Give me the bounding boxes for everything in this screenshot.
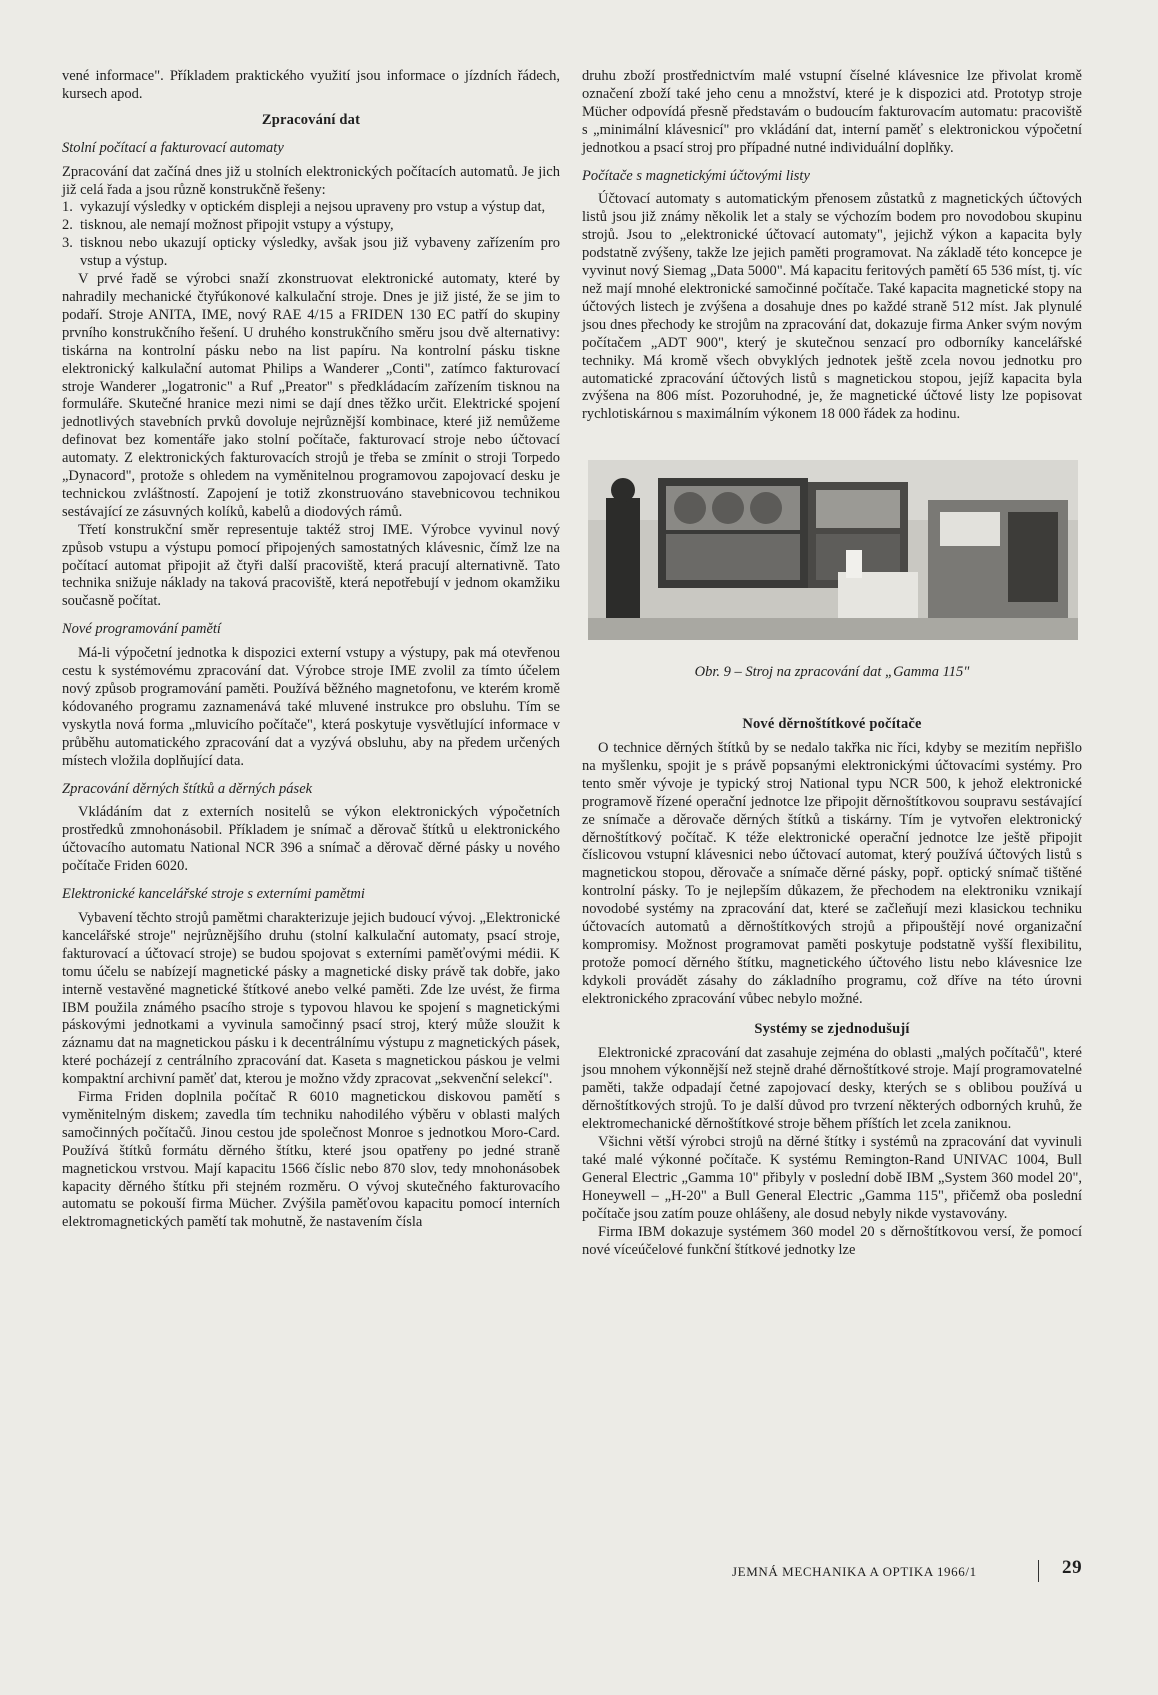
paragraph-friden: Firma Friden doplnila počítač R 6010 magnetickou diskovou pamětí s vyměnitelným diskem; zavedla tím techniku nahodilého výběru v oblasti malých samočinných počítačů. Jinou cestou jde společnost Monroe s jednotkou Moro-Card. Používá štítků formátu děrného štítku, které jsou opatřeny po jedné straně magnetickou vrstvou. Mají kapacitu 1566 číslic nebo 870 slov, tedy mnohonásobek kapacity děrného štítku při stejném rozměru. O vývoj skutečného fakturovacího automatu se pokouší firma Mücher. Zvýšila paměťovou kapacitu pomocí interních elektromagnetických pamětí tak mohutně, že nastavením čísla (62, 1089, 560, 1231)
page-number: 29 (1062, 1557, 1083, 1578)
paragraph-third-direction: Třetí konstrukční směr representuje taktéž stroj IME. Výrobce vyvinul nový způsob vstupu a výstupu pomocí připojených samostatných klávesnic, čímž lze na počítací automat připojit až čtyři další pracoviště, která pracují alternativně. Tato technika snižuje náklady na taková pracoviště, která nepotřebují v jednom okamžiku současně počítat. (62, 521, 560, 610)
paragraph-ibm: Firma IBM dokazuje systémem 360 model 20 s děrnoštítkovou versí, že pomocí nové víceúčelové funkční štítkové jednotky lze (582, 1223, 1082, 1258)
paragraph-desktop-calculators: Zpracování dat začíná dnes již u stolních elektronických počítacích automatů. Je jich již celá řada a jsou různě konstrukčně řešeny: (62, 163, 560, 198)
paragraph-office-machines: Vybavení těchto strojů pamětmi charakterizuje jejich budoucí vývoj. „Elektronické kancelářské stroje" nejrůznějšího druhu (stolní kalkulační automaty, psací stroje, fakturovací a účtovací stroje) se budou spojovat s externími paměťovými médii. K tomu účelu se nabízejí magnetické pásky a magnetické disky právě tak dobře, jako interně vestavěné magnetické štítkové anebo velké paměti. Zde lze uvést, že firma IBM použila známého psacího stroje s typovou hlavou ke spojení s magnetickými páskovými jednotkami a vyvinula samočinný psací stroj, který může sloužit k záznamu dat na magnetickou pásku i k decentrálnímu výstupu z magnetických pásek, které pocházejí z centrálního zpracování dat. Kaseta s magnetickou páskou je velmi kompaktní archivní paměť dat, kterou je možno vždy zpracovat „sekvenční selekcí". (62, 909, 560, 1088)
paragraph-manufacturers: Všichni větší výrobci strojů na děrné štítky i systémů na zpracování dat vyvinuli také malé výkonné počítače. K systému Remington-Rand UNIVAC 1004, Bull General Electric „Gamma 10" přibyly v poslední době IBM „System 360 model 20", Honeywell – „H-20" a Bull General Electric „Gamma 115", přičemž oba poslední počítače jsou zatím pouze ohlášeny, ale dosud nebyly nikde vystavovány. (582, 1134, 1082, 1222)
left-column (62, 68, 560, 1232)
footer-divider (1038, 1560, 1039, 1582)
paragraph-first-direction: V prvé řadě se výrobci snaží zkonstruovat elektronické automaty, které by nahradily mechanické čtyřúkonové kalkulační stroje. Dnes je již jisté, že se jim to podaří. Stroje ANITA, IME, nový RAE 4/15 a FRIDEN 130 EC patří do skupiny prvního konstrukčního řešení. U druhého konstrukčního směru jsou dvě alternativy: tiskárna na kontrolní pásku nebo na list papíru. Na kontrolní pásku tiskne elektronický kalkulační automat Philips a Wanderer „Conti", zatímco fakturovací stroje Wanderer „logatronic" a Ruf „Preator" s předkládacím zařízením tisknou na formuláře. Skutečné hranice mezi nimi se dají dnes těžko určit. Elektrické spojení jednotlivých stavebních prvků dovoluje nejrůznější kombinace, které již nemůžeme definovat bez komentáře jako stolní počítače, fakturovací stroje nebo účtovací automaty. Z elektronických fakturovacích strojů je třeba se zmínit o stroji Torpedo „Dynacord", protože s ohledem na vyměnitelnou programovou zapojovací desku je technickou zvláštností. Zapojení je totiž zkonstruováno stavebnicovou technikou sestávající ze zásuvných kolíků, kabelů a diodových rámů. (62, 271, 560, 520)
journal-name: JEMNÁ MECHANIKA A OPTIKA 1966/1 (732, 1564, 977, 1579)
list-item: 3. tisknou nebo ukazují opticky výsledky, avšak jsou již vybaveny zařízením pro vstup a výstup. (62, 235, 560, 270)
subheading-magnetic-ledger: Počítače s magnetickými účtovými listy (582, 167, 810, 184)
subheading-punched-cards: Zpracování děrných štítků a děrných pásek (62, 780, 313, 797)
page-footer (722, 1557, 1102, 1584)
paragraph-continued: druhu zboží prostřednictvím malé vstupní číselné klávesnice lze přivolat kromě označení zboží také jeho cenu a množství, které je k dispozici atd. Prototyp stroje Mücher odpovídá přesně představám o budoucím fakturovacím automatu: pracoviště s „minimální klávesnicí" pro vkládání dat, interní paměť s elektronickou výpočetní jednotkou a psací stroj pro případné nutné individuální doplňky. (582, 68, 1082, 156)
section-heading-data-processing: Zpracování dat (261, 111, 361, 128)
paragraph-punched-card-computers: O technice děrných štítků by se nedalo takřka nic říci, kdyby se mezitím nepřišlo na myšlenku, spojit je s právě popsanými elektronickými účtovacími systémy. Pro tento směr vývoje je typický stroj National typu NCR 500, k jehož elektronické programově řízené operační jednotce lze připojit děrnoštítkovou soupravu sestávající ze snímače a děrovače děrných štítků a tiskárny. Tím je vytvořen elektronický děrnoštítkový počítač. K téže elektronické operační jednotce lze ještě připojit číslicovou vstupní klávesnici nebo účtovací automat, který používá účtových listů s magnetickou stopou, děrovače a snímače děrné pásky, popř. optický snímač tištěné kontrolní pásky. To je nejlepším důkazem, že přechodem na elektroniku vznikají novodobé systémy na zpracování dat, které se začleňují mezi klasickou techniku účtovacích automatů a děrnoštítkových strojů a připouštějí nové organizační kompromisy. Možnost programovat paměti poskytuje podstatně vyšší flexibilitu, protože pomocí děrného štítku, magnetického účtového listu nebo klávesnice lze kdykoli provádět zásahy do základního programu, což dříve na této úrovni elektronického zpracování vůbec nebylo možné. (582, 740, 1082, 1007)
paragraph-punched-cards: Vkládáním dat z externích nositelů se výkon elektronických výpočetních prostředků zmnohonásobil. Příkladem je snímač a děrovač štítků u elektronického účtovacího automatu National NCR 396 a snímač a děrovač děrné pásky u nového počítače Friden 6020. (62, 804, 560, 875)
photo-illustration (588, 460, 1078, 640)
design-variants-list (62, 199, 560, 271)
section-heading-punched-card-computers: Nové děrnoštítkové počítače (742, 716, 922, 733)
figure-caption: Obr. 9 – Stroj na zpracování dat „Gamma 115" (694, 664, 970, 681)
right-column (582, 68, 1082, 1259)
paragraph-memory-programming: Má-li výpočetní jednotka k dispozici externí vstupy a výstupy, pak má otevřenou cestu k systémovému zpracování dat. Výrobce stroje IME zvolil za tímto účelem nový způsob programování paměti. Používá běžného magnetofonu, ve kterém kromě kódovaného programu zaznamenává také mluvené instrukce pro obsluhu. Tím se vyskytla nová forma „mluvicího počítače", která poskytuje vysvětlující informace v průběhu automatického zpracování dat a vyzývá obsluhu, aby na předem určených místech vložila doplňující data. (62, 645, 560, 769)
subheading-office-machines: Elektronické kancelářské stroje s externími pamětmi (62, 886, 365, 903)
paragraph-magnetic-ledger: Účtovací automaty s automatickým přenosem zůstatků z magnetických účtových listů jsou již známy několik let a staly se výchozím bodem pro novodobou skupinu strojů. Jsou to „elektronické účtovací automaty", jejichž výkon a kapacita byly podstatně zvýšeny, takže lze jejich paměti programovat. Na základě této koncepce je vyvinut nový Siemag „Data 5000". Má kapacitu feritových pamětí 65 536 míst, tj. víc než mají mnohé elektronické samočinné počítače. Také kapacita magnetické stopy na účtových listech je zvýšena a dosahuje dnes po každé straně 512 míst. Jak plynulé jsou dnes přechody ke strojům na zpracování dat, dokazuje firma Anker svým novým počítačem „ADT 900", který je skutečnou senzací pro odborníky kancelářské techniky. Má kromě všech obvyklých jednotek ještě zcela novou jednotku pro automatické zpracování účtových listů s magnetickou stopou, jejíž kapacita byla zvýšena na 806 míst. Pozoruhodné, je, že magnetické účtové listy lze popisovat rychlotiskárnou s maximálním výkonem 18 000 řádek za hodinu. (582, 191, 1082, 423)
paragraph-systems: Elektronické zpracování dat zasahuje zejména do oblasti „malých počítačů", které jsou mnohem výkonnější než stejně drahé děrnoštítkové stroje. Mají programovatelné paměti, takže odpadají četné zapojovací desky, kterých se s oblibou používá u děrnoštítkových strojů. To je další důvod pro tvrzení některých odborných kruhů, že elektromechanické děrnoštítkové stroje během příštích let zcela zaniknou. (582, 1044, 1082, 1133)
list-item: 1. vykazují výsledky v optickém displeji a nejsou upraveny pro vstup a výstup dat, (62, 199, 546, 216)
photo-gamma-115 (588, 460, 1078, 640)
paragraph-intro: vené informace". Příkladem praktického využití jsou informace o jízdních řádech, kursech apod. (62, 68, 560, 102)
section-heading-systems: Systémy se zjednodušují (754, 1020, 910, 1037)
subheading-desktop-calculators: Stolní počítací a fakturovací automaty (62, 139, 284, 156)
subheading-memory-programming: Nové programování pamětí (62, 621, 221, 638)
list-item: 2. tisknou, ale nemají možnost připojit vstupy a výstupy, (62, 217, 394, 234)
